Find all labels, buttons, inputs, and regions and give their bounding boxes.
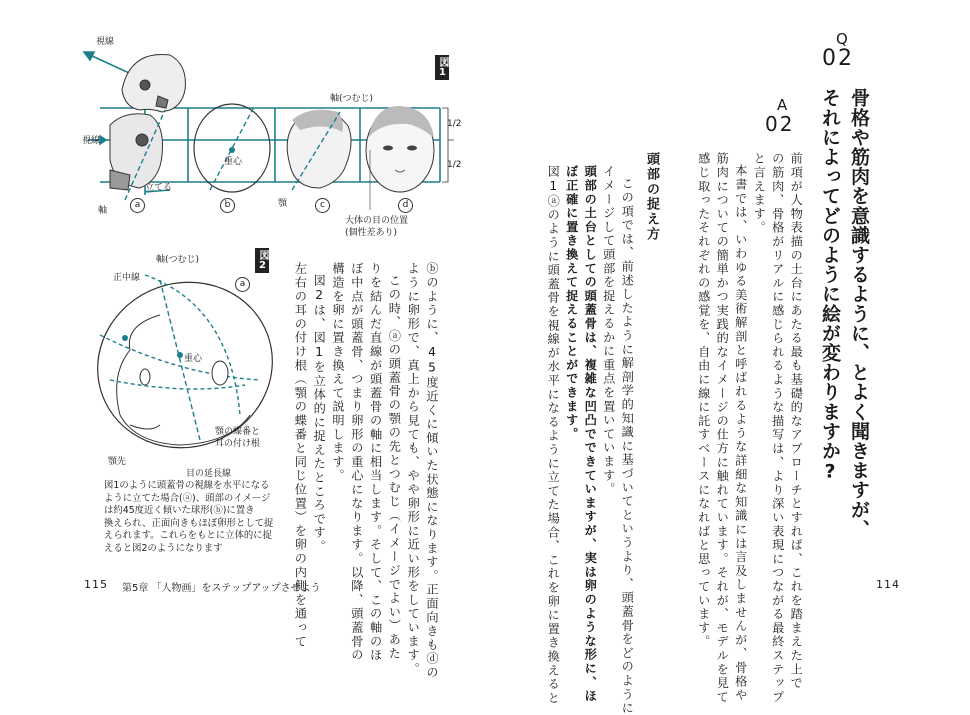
- figure-1-tag: 図1: [437, 57, 448, 78]
- body-paragraph-line: 図2は、図1を立体的に捉えたところです。: [312, 274, 327, 554]
- fig1-label-eye-pos-1: 大体の目の位置: [345, 216, 409, 226]
- answer-paragraph-line: の筋肉、骨格がリアルに感じられるような描写は、より深い表現につながる最終ステップ: [770, 152, 785, 704]
- fig2-label-hinge-2: 耳の付け根: [215, 439, 261, 449]
- body-paragraph-line: りを結んだ直線が頭蓋骨の軸に相当します。そして、この軸のほ: [368, 262, 383, 663]
- question-title-line1: 骨格や筋肉を意識するように、とよく聞きますが、: [848, 88, 870, 539]
- fig1-label-shisen: 視線: [96, 37, 115, 47]
- fig2-label-agosaki: 顎先: [108, 457, 127, 467]
- answer-paragraph-line: 筋肉についての簡単かつ実践的なイメージの仕方に触れています。それが、モデルを見て: [715, 152, 730, 704]
- body-paragraph-line: 構造を卵に置き換えて説明します。: [331, 262, 345, 483]
- fig1-label-jiku: 軸: [98, 206, 108, 216]
- fig2-label-tsumuji: 軸(つむじ): [156, 255, 200, 265]
- page-number-right: 114: [876, 578, 900, 591]
- fig1-marker-d: d: [398, 198, 413, 213]
- answer-a-label: A: [777, 96, 788, 114]
- fig1-label-tateru: 立てる: [145, 183, 173, 193]
- caption-line: えると図2のようになります: [104, 542, 223, 554]
- caption-line: 図1のように頭蓋骨の視線を水平になる: [104, 480, 270, 491]
- fig1-label-half-1: 1/2: [447, 119, 462, 129]
- answer-paragraph-line: と言えます。: [752, 152, 767, 235]
- section-heading: 頭部の捉え方: [644, 152, 659, 242]
- section-paragraph-line: ぼ正確に置き換えて捉えることができます。: [564, 165, 579, 441]
- fig1-marker-c: c: [315, 198, 330, 213]
- figure-caption: [104, 480, 274, 556]
- body-paragraph-line: この時、ⓐの頭蓋骨の顎の先とつむじ（イメージでよい）あた: [387, 274, 402, 661]
- fig2-label-seichusen: 正中線: [113, 273, 141, 283]
- section-paragraph-line: 図1ⓐのように頭蓋骨を視線が水平になるように立てた場合、これを卵に置き換えると: [546, 165, 561, 705]
- question-q-label: Q: [836, 30, 848, 48]
- section-paragraph-line: この項では、前述したように解剖学的知識に基づいてというより、頭蓋骨をどのように: [620, 177, 635, 715]
- answer-paragraph-line: 前項が人物表描の土台にあたる最も基礎的なアプローチとすれば、これを踏まえた上で: [789, 152, 804, 691]
- body-paragraph-line: 左右の耳の付け根（顎の蝶番と同じ位置）を卵の内側を通って: [293, 262, 308, 649]
- question-number: 02: [822, 46, 854, 71]
- fig2-label-jushin: 重心: [184, 354, 203, 364]
- fig2-marker-a: a: [235, 277, 250, 292]
- fig1-label-jushin: 重心: [224, 157, 243, 167]
- answer-paragraph-line: 感じ取ったそれぞれの感覚を、自由に線に託すベースになればと思っています。: [696, 152, 711, 649]
- page-number-left: 115: [84, 578, 108, 591]
- caption-line: 換えられ、正面向きもほぼ卵形として捉: [104, 517, 274, 529]
- fig1-label-eye-pos-2: (個性差あり): [345, 228, 398, 238]
- body-paragraph-line: ように卵形で、真上から見ても、やや卵形に近い形をしています。: [406, 262, 421, 676]
- fig1-label-shisen-2: 視線: [82, 136, 101, 146]
- caption-line: えられます。これらをもとに立体的に捉: [104, 530, 273, 542]
- figure-2-tag: 図2: [257, 250, 268, 271]
- question-title-line2: それによってどのように絵が変わりますか?: [819, 88, 841, 483]
- running-head: 第5章 「人物画」をステップアップさせよう: [122, 583, 321, 594]
- body-paragraph-line: ぼ中点が頭蓋骨、つまり卵形の重心になります。以降、頭蓋骨の: [349, 262, 364, 663]
- figure-1-drawing: [70, 30, 455, 225]
- section-paragraph-line: イメージして頭部を捉えるかに重点を置いています。: [601, 165, 616, 497]
- section-paragraph-line: 頭部の土台としての頭蓋骨は、複雑な凹凸でできていますが、実は卵のような形に、ほ: [583, 165, 598, 704]
- fig1-label-half-2: 1/2: [447, 160, 462, 170]
- fig1-label-tsumuji: 軸(つむじ): [330, 94, 374, 104]
- fig1-label-ago: 顎: [278, 199, 288, 209]
- answer-number: 02: [765, 112, 795, 136]
- fig2-label-hinge-1: 顎の蝶番と: [215, 427, 261, 437]
- caption-line: ように立てた場合(ⓐ)、頭部のイメージ: [104, 492, 271, 504]
- fig1-marker-b: b: [220, 198, 235, 213]
- fig1-marker-a: a: [130, 198, 145, 213]
- body-paragraph-line: ⓑのように、45度近くに傾いた状態になります。正面向きもⓓの: [425, 262, 439, 680]
- fig2-label-eye-line: 目の延長線: [186, 469, 232, 479]
- answer-paragraph-line: 本書では、いわゆる美術解剖と呼ばれるような詳細な知識には言及しませんが、骨格や: [733, 164, 748, 703]
- caption-line: は約45度近く傾いた球形(ⓑ)に置き: [104, 505, 255, 517]
